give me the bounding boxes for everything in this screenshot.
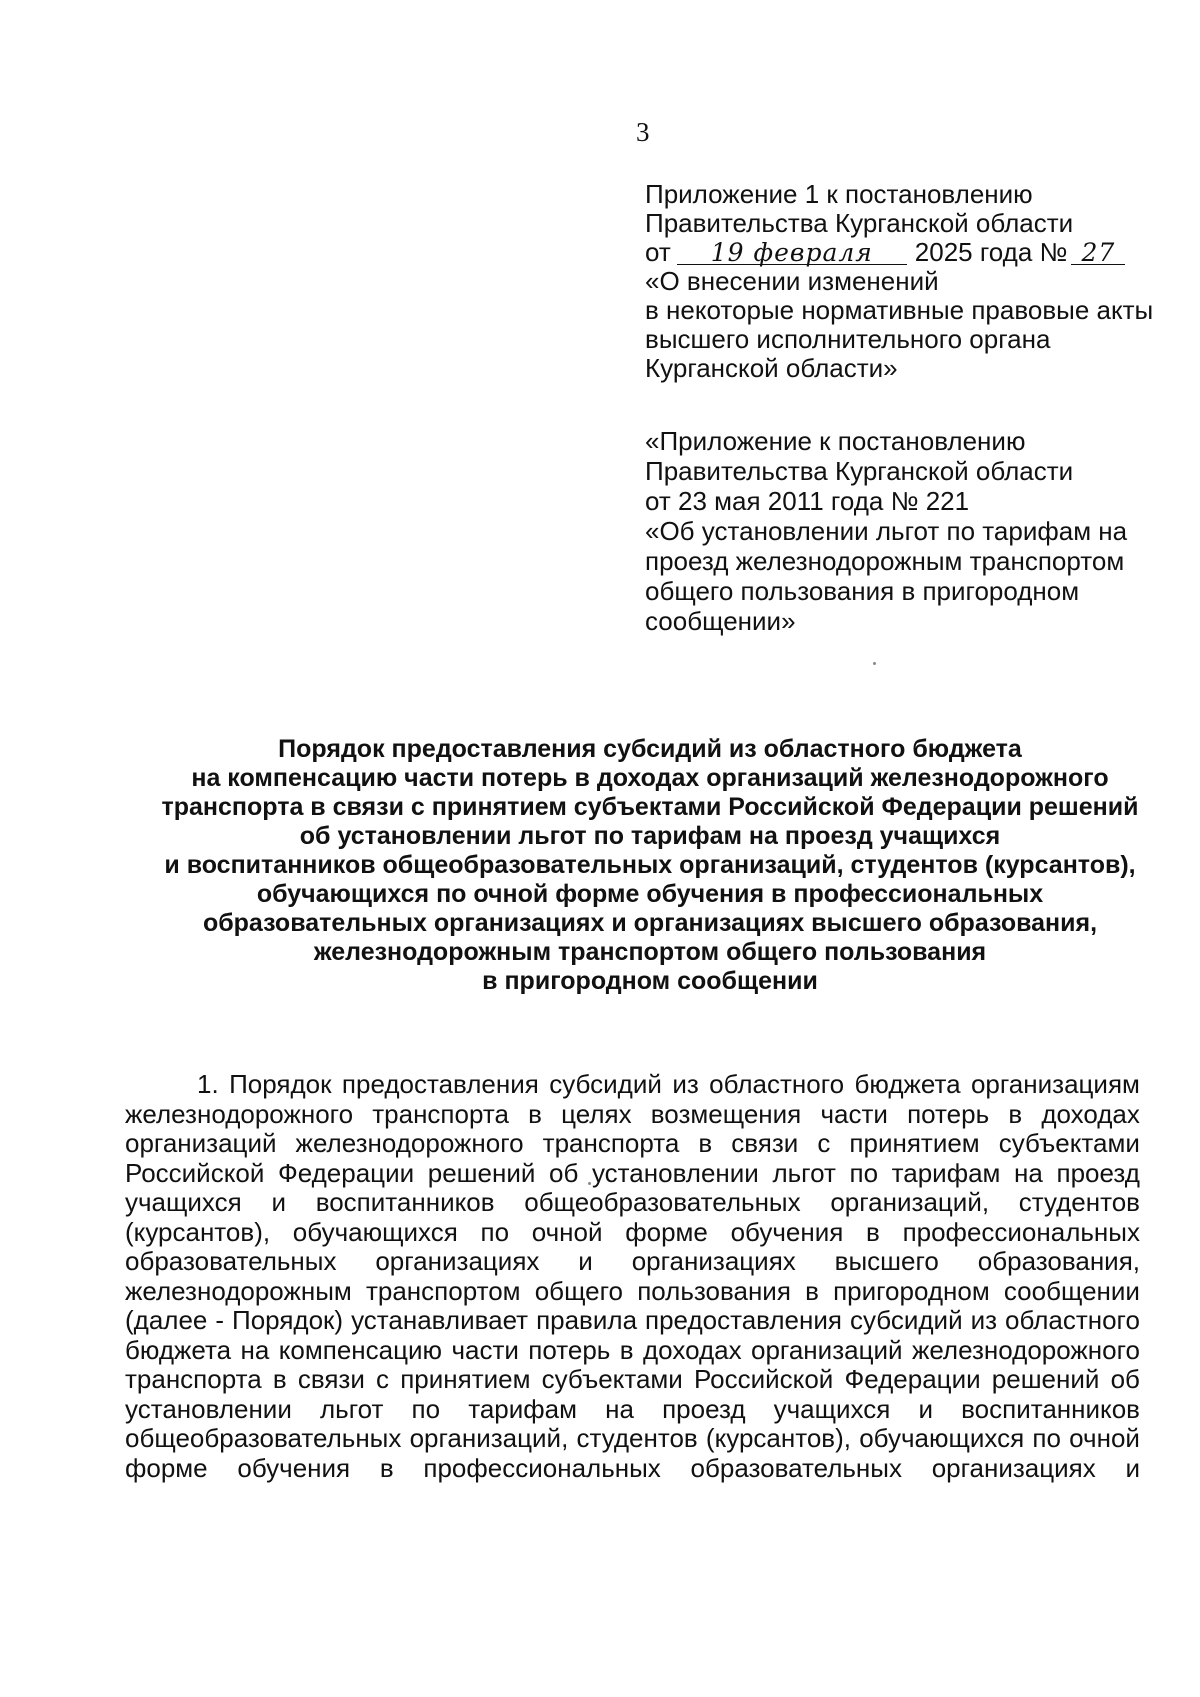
body-word: учащихся: [773, 1393, 891, 1424]
body-word: Федерации: [844, 1364, 981, 1394]
body-word: об: [549, 1157, 579, 1188]
title-line: на компенсацию части потерь в доходах организаций железнодорожного: [191, 764, 1109, 792]
body-word: тарифам: [468, 1393, 578, 1424]
title-line: Порядок предоставления субсидий из областного бюджета: [278, 735, 1022, 763]
body-word: организаций,: [830, 1187, 990, 1217]
body-word: в: [1008, 1098, 1023, 1129]
body-word: транспорта: [372, 1098, 509, 1129]
body-word: очной: [1069, 1423, 1140, 1453]
body-word: организациях: [375, 1246, 540, 1276]
body-word: бюджета: [854, 1069, 961, 1099]
body-word: пользования: [637, 1275, 791, 1306]
body-word: с: [817, 1128, 831, 1158]
body-word: (курсантов),: [125, 1216, 271, 1247]
body-line: [125, 1365, 1140, 1395]
body-word: воспитанников: [315, 1187, 495, 1217]
body-line: [125, 1129, 1140, 1159]
body-word: профессиональных: [423, 1452, 661, 1483]
body-word: части: [820, 1098, 888, 1129]
body-word: образовательных: [690, 1452, 902, 1483]
body-word: по: [480, 1216, 510, 1247]
body-word: образовательных: [125, 1246, 337, 1276]
body-word: на: [605, 1393, 634, 1424]
annex-header-line: высшего исполнительного органа: [645, 324, 1051, 354]
body-word: обучения: [730, 1216, 844, 1247]
annex-header-line: Курганской области»: [645, 353, 898, 383]
body-line: [125, 1277, 1140, 1307]
annex-original-line: сообщении»: [645, 606, 796, 636]
body-word: потерь: [528, 1334, 611, 1365]
body-word: в: [379, 1452, 394, 1483]
body-word: общеобразовательных: [524, 1187, 801, 1217]
body-word: по: [849, 1157, 879, 1188]
body-word: льгот: [319, 1393, 384, 1424]
body-word: доходах: [643, 1334, 742, 1365]
page-number: 3: [636, 117, 650, 147]
body-word: льгот: [772, 1157, 836, 1188]
title-line: об установлении льгот по тарифам на проезд учащихся: [299, 822, 1001, 850]
body-word: организациях: [931, 1452, 1096, 1483]
body-word: субъектами: [541, 1364, 683, 1394]
body-word: по: [411, 1393, 441, 1424]
body-word: и: [578, 1246, 593, 1276]
body-word: образования,: [977, 1246, 1140, 1276]
annex-header-line: «О внесении изменений: [645, 266, 939, 296]
body-word: организаций: [125, 1128, 277, 1158]
body-word: Порядок): [232, 1305, 344, 1335]
body-word: общеобразовательных: [125, 1423, 402, 1453]
title-line: образовательных организациях и организациях высшего образования,: [202, 909, 1098, 937]
body-word: тарифам: [891, 1157, 1001, 1188]
body-word: Порядок: [229, 1069, 332, 1099]
title-line: и воспитанников общеобразовательных организаций, студентов (курсантов),: [164, 851, 1136, 879]
body-word: -: [215, 1305, 225, 1335]
body-word: форме: [625, 1216, 708, 1247]
body-word: установлении: [125, 1393, 292, 1424]
annex-header-line: в некоторые нормативные правовые акты: [645, 295, 1154, 325]
body-word: решений: [427, 1157, 536, 1188]
body-word: предоставления: [645, 1305, 842, 1335]
annex-original-line: «Об установлении льгот по тарифам на: [645, 516, 1128, 546]
body-line: [125, 1454, 1140, 1484]
scan-speck: [588, 1182, 591, 1185]
title-line: транспорта в связи с принятием субъектами Российской Федерации решений: [161, 793, 1139, 821]
body-line: [125, 1247, 1140, 1277]
body-word: из: [970, 1305, 998, 1335]
body-word: с: [376, 1364, 390, 1394]
title-line: обучающихся по очной форме обучения в профессиональных: [256, 880, 1044, 908]
body-word: транспорта: [542, 1128, 680, 1158]
body-word: установлении: [591, 1157, 759, 1188]
body-word: из: [672, 1069, 699, 1099]
body-word: устанавливает: [351, 1305, 529, 1335]
body-word: (курсантов),: [705, 1423, 852, 1453]
body-line: [125, 1424, 1140, 1454]
body-word: высшего: [834, 1246, 939, 1276]
body-word: субъектами: [998, 1128, 1140, 1158]
date-prefix: от: [645, 237, 671, 267]
body-word: принятием: [849, 1128, 980, 1158]
body-word: общего: [534, 1275, 624, 1306]
body-word: решений: [991, 1364, 1100, 1394]
body-word: очной: [531, 1216, 603, 1247]
body-word: связи: [297, 1364, 365, 1394]
body-word: правила: [536, 1305, 638, 1335]
body-word: обучающихся: [292, 1216, 458, 1247]
body-word: профессиональных: [902, 1216, 1140, 1247]
title-line: железнодорожным транспортом общего пользования: [313, 938, 987, 966]
body-word: целях: [561, 1098, 632, 1129]
body-line: [125, 1100, 1140, 1130]
body-word: принятием: [400, 1364, 531, 1394]
body-word: связи: [731, 1128, 799, 1158]
body-word: и: [1125, 1452, 1140, 1483]
body-word: железнодорожного: [911, 1334, 1140, 1365]
year-text: 2025 года №: [914, 237, 1068, 267]
body-word: на: [1014, 1157, 1043, 1188]
scan-speck: [873, 662, 876, 665]
annex-original-line: от 23 мая 2011 года № 221: [645, 486, 970, 516]
body-line: [125, 1395, 1140, 1425]
body-word: по: [1032, 1423, 1061, 1453]
body-line: [125, 1070, 1140, 1100]
body-word: обучения: [237, 1452, 351, 1483]
body-paragraph: [125, 1070, 1140, 1483]
annex-original-line: проезд железнодорожным транспортом: [645, 546, 1125, 576]
body-word: потерь: [907, 1098, 990, 1129]
body-word: областного: [1005, 1305, 1140, 1335]
body-word: Российской: [693, 1364, 834, 1394]
body-word: 1.: [197, 1069, 219, 1099]
body-word: возмещения: [650, 1098, 802, 1129]
annex-header-line: Приложение 1 к постановлению: [645, 179, 1033, 209]
body-word: компенсацию: [278, 1334, 443, 1365]
document-title: [90, 735, 1200, 996]
annex-date-line: [645, 238, 1185, 267]
annex-original-line: Правительства Курганской области: [645, 456, 1074, 486]
body-word: железнодорожного: [125, 1098, 354, 1129]
annex-original-line: общего пользования в пригородном: [645, 576, 1080, 606]
body-word: проезд: [662, 1393, 746, 1424]
body-word: воспитанников: [961, 1393, 1140, 1424]
body-word: организаций: [751, 1334, 903, 1365]
annex-header-line: Правительства Курганской области: [645, 208, 1074, 238]
body-word: железнодорожного: [295, 1128, 524, 1158]
body-line: [125, 1218, 1140, 1248]
body-word: студентов: [576, 1423, 698, 1453]
annex-original: [645, 426, 1185, 636]
body-word: и: [918, 1393, 934, 1424]
body-word: проезд: [1056, 1157, 1140, 1188]
body-word: форме: [125, 1452, 208, 1483]
body-word: учащихся: [125, 1187, 242, 1217]
body-word: части: [451, 1334, 519, 1365]
body-word: об: [1110, 1364, 1140, 1394]
title-line: в пригородном сообщении: [482, 967, 818, 995]
body-word: предоставления: [341, 1069, 539, 1099]
body-line: [125, 1306, 1140, 1336]
body-word: в: [866, 1216, 880, 1247]
body-word: транспорта: [125, 1364, 262, 1394]
body-word: Федерации: [277, 1157, 415, 1188]
body-word: в: [272, 1364, 287, 1394]
body-word: (далее: [125, 1305, 208, 1335]
body-word: Российской: [125, 1157, 265, 1188]
body-word: пригородном: [833, 1275, 990, 1306]
body-word: транспортом: [365, 1275, 521, 1306]
body-word: студентов: [1018, 1187, 1140, 1217]
body-word: субсидий: [849, 1305, 963, 1335]
annex-original-line: «Приложение к постановлению: [645, 426, 1026, 456]
body-word: областного: [709, 1069, 845, 1099]
handwritten-date: 19 февраля: [677, 242, 907, 265]
body-word: железнодорожным: [125, 1275, 352, 1306]
annex-header: [645, 180, 1185, 383]
body-word: организаций,: [409, 1423, 569, 1453]
body-word: в: [619, 1334, 634, 1365]
body-word: и: [271, 1187, 286, 1217]
body-word: обучающихся: [859, 1423, 1025, 1453]
body-word: организациям: [970, 1069, 1140, 1099]
body-word: в: [528, 1098, 542, 1129]
body-word: сообщении: [1003, 1275, 1140, 1306]
body-word: в: [698, 1128, 713, 1158]
body-word: в: [805, 1275, 819, 1306]
handwritten-number: 27: [1071, 242, 1125, 265]
body-word: субсидий: [549, 1069, 662, 1099]
body-word: организациях: [631, 1246, 796, 1276]
body-word: доходах: [1041, 1098, 1140, 1129]
body-line: [125, 1159, 1140, 1189]
body-line: [125, 1336, 1140, 1366]
body-word: бюджета: [125, 1334, 232, 1365]
body-word: на: [240, 1334, 270, 1365]
body-line: [125, 1188, 1140, 1218]
